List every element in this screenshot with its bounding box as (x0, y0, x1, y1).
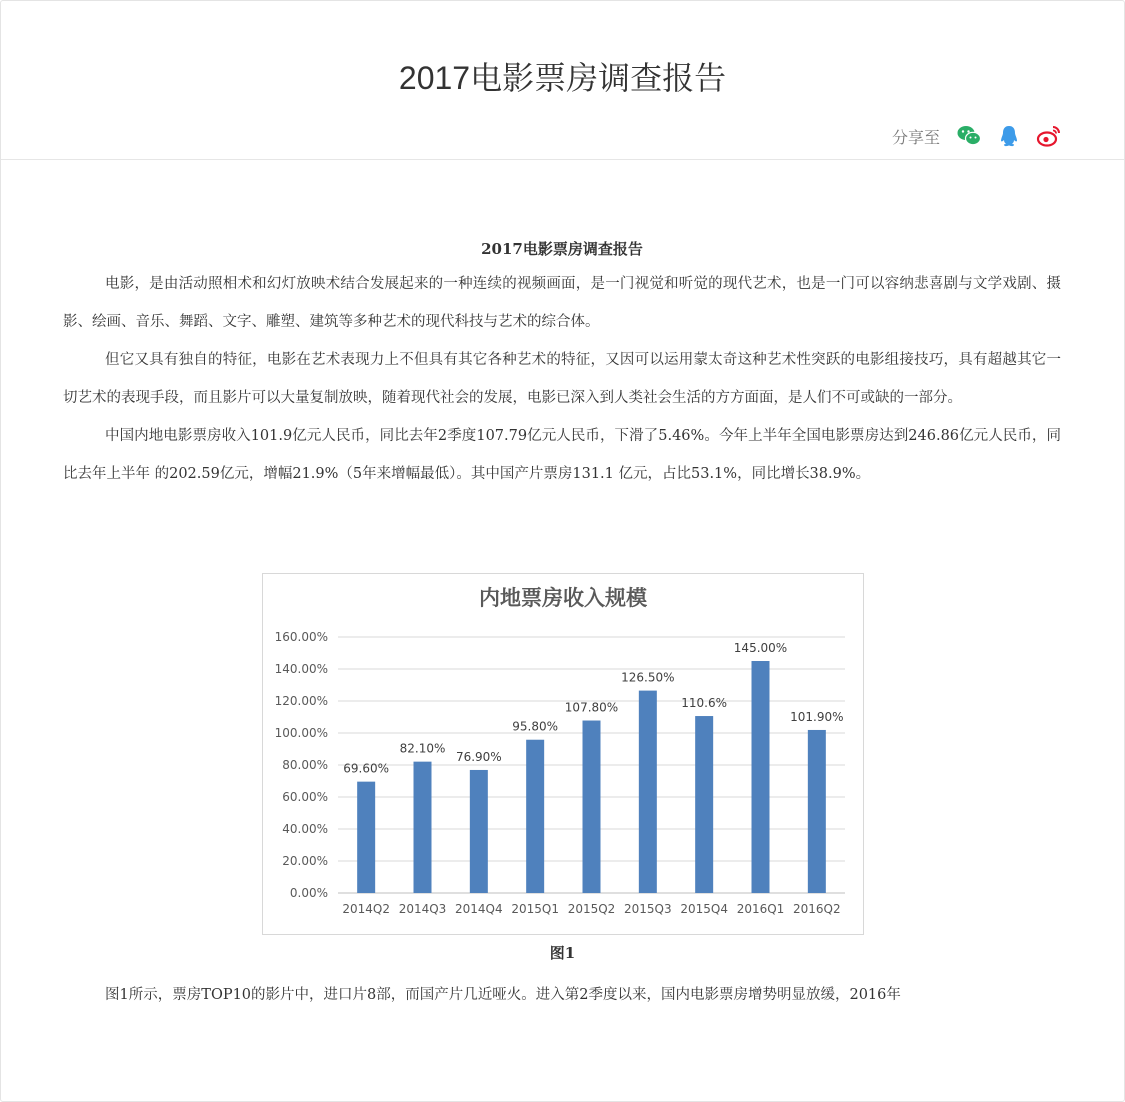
y-tick-label: 140.00% (274, 662, 328, 676)
box-office-chart (262, 573, 864, 935)
x-tick-label: 2015Q4 (680, 902, 728, 916)
paragraph-2: 但它又具有独自的特征，电影在艺术表现力上不但具有其它各种艺术的特征，又因可以运用蒙太奇这种艺术性突跃的电影组接技巧，具有超越其它一切艺术的表现手段，而且影片可以大量复制放映，随着现代社会的发展，电影已深入到人类社会生活的方方面面，是人们不可或缺的一部分。 (63, 352, 1061, 406)
figure-caption: 图1 (549, 944, 576, 962)
bar (470, 770, 488, 893)
wechat-icon[interactable] (956, 123, 982, 149)
data-label: 69.60% (343, 761, 390, 776)
y-tick-label: 80.00% (282, 758, 328, 772)
page-header (1, 1, 1124, 160)
bar (695, 716, 713, 893)
bar (414, 762, 432, 893)
bar (357, 782, 375, 893)
x-tick-label: 2014Q2 (342, 902, 390, 916)
x-tick-label: 2015Q3 (624, 902, 672, 916)
data-label: 126.50% (621, 670, 675, 685)
data-label: 76.90% (455, 749, 502, 764)
y-tick-label: 60.00% (282, 790, 328, 804)
bar (583, 721, 601, 893)
share-bar (892, 123, 1062, 149)
y-tick-label: 40.00% (282, 822, 328, 836)
y-tick-label: 0.00% (289, 886, 328, 900)
bar (808, 730, 826, 893)
x-tick-label: 2016Q1 (736, 902, 785, 916)
article-heading: 2017电影票房调查报告 (481, 240, 643, 258)
paragraph-3: 中国内地电影票房收入101.9亿元人民币，同比去年2季度107.79亿元人民币，下滑了5.46%。今年上半年全国电影票房达到246.86亿元人民币，同比去年上半年 的202.59亿元，增幅21.9%（5年来增幅最低）。其中国产片票房131.1 亿元，占比53.1%，同比增长38.9%。 (63, 428, 1061, 482)
data-label: 110.6% (681, 696, 728, 711)
paragraph-4-text: 图1所示，票房TOP10的影片中，进口片8部，而国产片几近哑火。进入第2季度以来，国内电影票房增势明显放缓，2016年 (105, 987, 901, 1003)
x-tick-label: 2014Q4 (455, 902, 503, 916)
data-label: 95.80% (512, 719, 559, 734)
data-label: 101.90% (790, 709, 844, 724)
qq-icon[interactable] (996, 123, 1022, 149)
y-tick-label: 100.00% (274, 726, 328, 740)
paragraph-4 (63, 976, 1061, 1014)
weibo-icon[interactable] (1036, 123, 1062, 149)
data-label: 107.80% (564, 700, 619, 715)
chart-svg (263, 574, 863, 934)
y-tick-label: 160.00% (274, 630, 328, 644)
x-tick-label: 2015Q1 (511, 902, 559, 916)
share-label: 分享至 (891, 127, 940, 147)
chart-title: 内地票房收入规模 (479, 586, 647, 610)
bar (639, 691, 657, 893)
page-title: 2017电影票房调查报告 (398, 60, 727, 96)
data-label: 82.10% (399, 741, 446, 756)
x-tick-label: 2016Q2 (793, 902, 841, 916)
y-tick-label: 20.00% (282, 854, 328, 868)
x-tick-label: 2015Q2 (567, 902, 616, 916)
bar (752, 661, 770, 893)
y-tick-label: 120.00% (274, 694, 328, 708)
bar (526, 740, 544, 893)
paragraph-1: 电影，是由活动照相术和幻灯放映术结合发展起来的一种连续的视频画面，是一门视觉和听觉的现代艺术，也是一门可以容纳悲喜剧与文学戏剧、摄影、绘画、音乐、舞蹈、文字、雕塑、建筑等多种艺术的现代科技与艺术的综合体。 (63, 276, 1061, 330)
data-label: 145.00% (733, 641, 788, 655)
x-tick-label: 2014Q3 (398, 902, 447, 916)
article-body (63, 238, 1061, 493)
